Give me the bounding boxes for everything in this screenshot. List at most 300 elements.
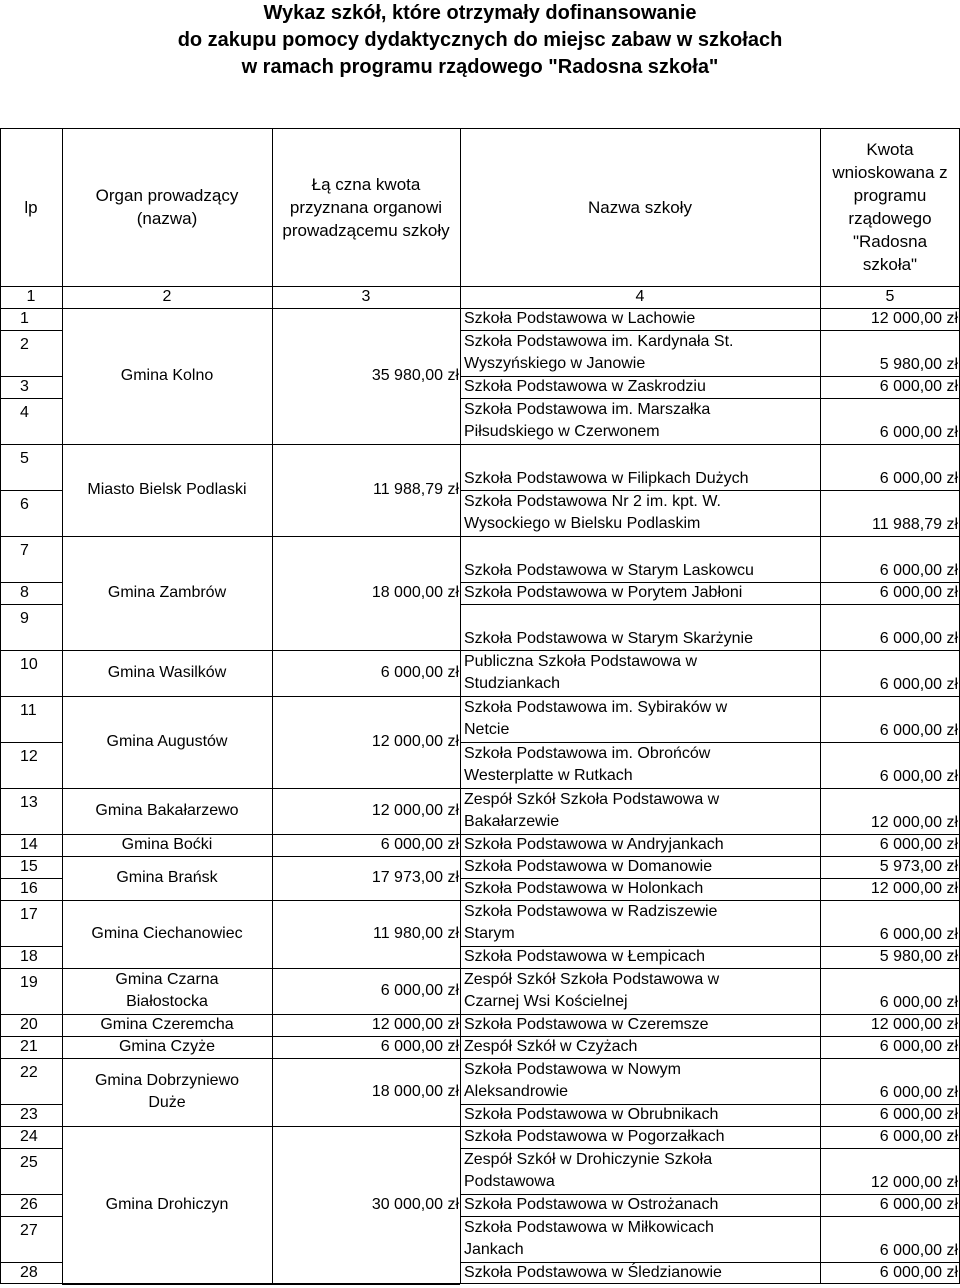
requested-amount: [820, 490, 960, 536]
school-name-text: Wysockiego w Bielsku Podlaskim: [464, 515, 701, 532]
row-lp: [0, 1036, 62, 1058]
grid-line: [62, 1126, 460, 1127]
school-name: [460, 856, 820, 878]
row-lp-text: 24: [20, 1128, 38, 1145]
organ-name: [62, 900, 272, 968]
grid-line: [460, 376, 960, 377]
school-name: [460, 900, 820, 946]
requested-amount: [820, 968, 960, 1014]
grid-line: [460, 128, 461, 1284]
school-name: [460, 742, 820, 788]
grid-line: [460, 650, 960, 651]
requested-amount: [820, 444, 960, 490]
row-lp-text: 16: [20, 880, 38, 897]
header-total-amount: [272, 128, 460, 286]
school-name: [460, 878, 820, 900]
school-name-text: Szkoła Podstawowa w Śledzianowie: [464, 1264, 722, 1281]
requested-amount: [820, 878, 960, 900]
organ-total-amount-text: 12 000,00 zł: [371, 1016, 459, 1033]
organ-name: [62, 968, 272, 1014]
school-name-text: Czarnej Wsi Kościelnej: [464, 993, 628, 1010]
grid-line: [460, 856, 960, 857]
row-lp-text: 4: [20, 404, 29, 421]
grid-line: [0, 1058, 62, 1059]
organ-name-text: Białostocka: [126, 993, 208, 1010]
requested-amount-text: 6 000,00 zł: [879, 1196, 958, 1213]
organ-name-text: Gmina Drohiczyn: [105, 1196, 229, 1213]
grid-line: [62, 968, 460, 969]
requested-amount-text: 6 000,00 zł: [879, 768, 958, 785]
grid-line: [62, 788, 460, 789]
school-name: [460, 604, 820, 650]
grid-line: [460, 604, 960, 605]
organ-total-amount: [272, 900, 460, 968]
row-lp: [0, 788, 62, 834]
school-name-text: Szkoła Podstawowa w Holonkach: [464, 880, 704, 897]
requested-amount: [820, 330, 960, 376]
requested-amount: [820, 1148, 960, 1194]
row-lp: [0, 582, 62, 604]
requested-amount-text: 12 000,00 zł: [870, 1016, 958, 1033]
organ-name-text: Gmina Czeremcha: [100, 1016, 234, 1033]
row-lp: [0, 878, 62, 900]
column-number: [460, 286, 820, 308]
row-lp-text: 27: [20, 1222, 38, 1239]
row-lp-text: 19: [20, 974, 38, 991]
grid-line: [460, 1014, 960, 1015]
row-lp: [0, 650, 62, 696]
row-lp-text: 12: [20, 748, 38, 765]
row-lp: [0, 444, 62, 490]
school-name-text: Szkoła Podstawowa im. Sybiraków w: [464, 699, 728, 716]
row-lp-text: 10: [20, 656, 38, 673]
grid-line: [0, 696, 62, 697]
organ-total-amount: [272, 856, 460, 900]
organ-total-amount: [272, 308, 460, 444]
school-name-text: Szkoła Podstawowa w Obrubnikach: [464, 1106, 719, 1123]
grid-line: [62, 308, 460, 309]
organ-name-text: Gmina Brańsk: [116, 869, 218, 886]
school-name: [460, 490, 820, 536]
grid-line: [62, 856, 460, 857]
school-name-text: Szkoła Podstawowa im. Obrońców: [464, 745, 711, 762]
organ-name: [62, 1036, 272, 1058]
row-lp: [0, 1014, 62, 1036]
grid-line: [0, 878, 62, 879]
school-name-text: Bakałarzewie: [464, 813, 560, 830]
row-lp: [0, 742, 62, 788]
grid-line: [460, 696, 960, 697]
organ-total-amount: [272, 696, 460, 788]
organ-total-amount-text: 35 980,00 zł: [371, 367, 459, 384]
header-requested-amount: [820, 128, 960, 286]
column-number-text: 2: [162, 288, 172, 305]
grid-line: [0, 376, 62, 377]
grid-line: [0, 856, 62, 857]
requested-amount: [820, 856, 960, 878]
requested-amount: [820, 1036, 960, 1058]
grid-line: [0, 1036, 62, 1037]
requested-amount: [820, 1058, 960, 1104]
organ-name-text: Miasto Bielsk Podlaski: [87, 481, 247, 498]
organ-name-text: Gmina Dobrzyniewo: [94, 1072, 240, 1089]
school-name: [460, 1216, 820, 1262]
grid-line: [0, 1148, 62, 1149]
title-line-2: do zakupu pomocy dydaktycznych do miejsc zabaw w szkołach: [177, 29, 783, 51]
requested-amount-text: 12 000,00 zł: [870, 814, 958, 831]
row-lp: [0, 946, 62, 968]
row-lp-text: 11: [20, 702, 37, 719]
grid-line: [0, 1126, 62, 1127]
requested-amount-text: 6 000,00 zł: [879, 1084, 958, 1101]
organ-name: [62, 834, 272, 856]
requested-amount: [820, 536, 960, 582]
grid-line: [0, 398, 62, 399]
grid-line: [62, 1014, 460, 1015]
school-name: [460, 1036, 820, 1058]
requested-amount: [820, 650, 960, 696]
school-name: [460, 1148, 820, 1194]
grid-line: [0, 1194, 62, 1195]
grid-line: [0, 128, 1, 1284]
grid-line: [0, 788, 62, 789]
requested-amount: [820, 1262, 960, 1284]
school-name: [460, 1104, 820, 1126]
organ-total-amount-text: 12 000,00 zł: [371, 802, 459, 819]
requested-amount-text: 6 000,00 zł: [879, 722, 958, 739]
requested-amount: [820, 900, 960, 946]
column-number-text: 4: [635, 288, 645, 305]
requested-amount-text: 5 980,00 zł: [879, 356, 958, 373]
grid-line: [460, 788, 960, 789]
header-school-name: [460, 128, 820, 286]
organ-name-text: Gmina Ciechanowiec: [91, 925, 243, 942]
row-lp-text: 21: [20, 1038, 38, 1055]
school-name-text: Westerplatte w Rutkach: [464, 767, 633, 784]
column-number: [0, 286, 62, 308]
header-requested-amount-text: Kwota: [866, 140, 914, 159]
requested-amount-text: 6 000,00 zł: [879, 1264, 958, 1281]
organ-name-text: Gmina Boćki: [121, 836, 213, 853]
requested-amount-text: 6 000,00 zł: [879, 584, 958, 601]
row-lp-text: 15: [20, 858, 38, 875]
header-organ-text: Organ prowadzący: [95, 186, 239, 205]
grid-line: [460, 900, 960, 901]
header-total-amount-text: Łą czna kwota: [311, 174, 421, 194]
school-name-text: Zespół Szkół w Drohiczynie Szkoła: [464, 1151, 713, 1168]
grid-line: [460, 878, 960, 879]
row-lp: [0, 900, 62, 946]
grid-line: [62, 834, 460, 835]
row-lp-text: 23: [20, 1106, 38, 1123]
row-lp-text: 20: [20, 1016, 38, 1033]
organ-total-amount-text: 6 000,00 zł: [380, 982, 459, 999]
school-name-text: Szkoła Podstawowa w Czeremsze: [464, 1016, 709, 1033]
school-name-text: Szkoła Podstawowa w Zaskrodziu: [464, 378, 706, 395]
requested-amount: [820, 376, 960, 398]
header-organ: [62, 128, 272, 286]
grid-line: [0, 1216, 62, 1217]
school-name-text: Szkoła Podstawowa w Łempicach: [464, 948, 706, 965]
grid-line: [62, 650, 460, 651]
grid-line: [0, 1283, 960, 1284]
grid-line: [0, 742, 62, 743]
organ-total-amount-text: 12 000,00 zł: [371, 733, 459, 750]
column-number-text: 1: [26, 288, 36, 305]
grid-line: [0, 128, 960, 129]
organ-name: [62, 788, 272, 834]
row-lp: [0, 856, 62, 878]
requested-amount: [820, 1194, 960, 1216]
school-name: [460, 1194, 820, 1216]
organ-total-amount-text: 6 000,00 zł: [380, 836, 459, 853]
school-name-text: Studziankach: [464, 675, 561, 692]
grid-line: [272, 128, 273, 1284]
organ-total-amount-text: 18 000,00 zł: [371, 1083, 459, 1100]
requested-amount-text: 6 000,00 zł: [879, 1242, 958, 1259]
row-lp: [0, 968, 62, 1014]
school-name-text: Szkoła Podstawowa w Lachowie: [464, 310, 696, 327]
column-number: [62, 286, 272, 308]
school-name-text: Piłsudskiego w Czerwonem: [464, 423, 660, 440]
grid-line: [460, 1058, 960, 1059]
organ-name-text: Gmina Zambrów: [107, 584, 227, 601]
row-lp: [0, 1126, 62, 1148]
requested-amount: [820, 1104, 960, 1126]
grid-line: [460, 398, 960, 399]
row-lp: [0, 1194, 62, 1216]
column-number-text: 3: [361, 288, 371, 305]
school-name-text: Szkoła Podstawowa Nr 2 im. kpt. W.: [464, 493, 721, 510]
grid-line: [460, 834, 960, 835]
school-name-text: Jankach: [464, 1241, 524, 1258]
organ-total-amount: [272, 536, 460, 650]
requested-amount-text: 6 000,00 zł: [879, 1128, 958, 1145]
grid-line: [0, 1262, 62, 1263]
grid-line: [0, 946, 62, 947]
row-lp: [0, 490, 62, 536]
row-lp-text: 28: [20, 1264, 38, 1281]
organ-name: [62, 856, 272, 900]
school-name-text: Wyszyńskiego w Janowie: [464, 355, 646, 372]
requested-amount-text: 11 988,79 zł: [872, 516, 958, 533]
school-name-text: Starym: [464, 925, 515, 942]
school-name: [460, 696, 820, 742]
school-name: [460, 330, 820, 376]
grid-line: [0, 582, 62, 583]
organ-name-text: Gmina Bakałarzewo: [95, 802, 239, 819]
organ-total-amount: [272, 834, 460, 856]
header-requested-amount-text: "Radosna: [852, 232, 928, 251]
row-lp: [0, 308, 62, 330]
school-name-text: Szkoła Podstawowa w Porytem Jabłoni: [464, 584, 743, 601]
organ-total-amount: [272, 1036, 460, 1058]
school-name-text: Szkoła Podstawowa w Nowym: [464, 1061, 681, 1078]
header-school-name-text: Nazwa szkoły: [588, 197, 692, 217]
requested-amount: [820, 308, 960, 330]
school-name-text: Szkoła Podstawowa w Miłkowicach: [464, 1219, 714, 1236]
organ-total-amount: [272, 1126, 460, 1284]
row-lp: [0, 1148, 62, 1194]
row-lp: [0, 696, 62, 742]
grid-line: [62, 128, 63, 1284]
grid-line: [460, 582, 960, 583]
organ-name: [62, 536, 272, 650]
header-requested-amount-text: programu: [853, 186, 927, 205]
school-name: [460, 398, 820, 444]
grid-line: [0, 604, 62, 605]
grid-line: [62, 900, 460, 901]
requested-amount: [820, 946, 960, 968]
grid-line: [0, 286, 960, 287]
row-lp-text: 17: [20, 906, 38, 923]
requested-amount: [820, 834, 960, 856]
school-name-text: Zespół Szkół Szkoła Podstawowa w: [464, 791, 720, 808]
requested-amount-text: 6 000,00 zł: [879, 1038, 958, 1055]
grid-line: [0, 490, 62, 491]
school-name: [460, 582, 820, 604]
organ-name: [62, 444, 272, 536]
grid-line: [0, 536, 62, 537]
grid-line: [460, 1036, 960, 1037]
row-lp-text: 2: [20, 336, 29, 353]
grid-line: [62, 1058, 460, 1059]
row-lp: [0, 376, 62, 398]
organ-total-amount-text: 17 973,00 zł: [371, 869, 459, 886]
row-lp-text: 14: [20, 836, 38, 853]
school-name-text: Szkoła Podstawowa w Filipkach Dużych: [464, 470, 749, 487]
row-lp-text: 22: [20, 1064, 38, 1081]
organ-name-text: Gmina Czarna: [115, 971, 219, 988]
grid-line: [460, 1262, 960, 1263]
school-name: [460, 968, 820, 1014]
row-lp: [0, 1058, 62, 1104]
organ-name-text: Duże: [148, 1094, 186, 1111]
school-name: [460, 1058, 820, 1104]
document-title: [0, 0, 960, 81]
row-lp: [0, 1262, 62, 1284]
header-lp-text: lp: [24, 197, 38, 217]
grid-line: [62, 696, 460, 697]
requested-amount-text: 6 000,00 zł: [879, 994, 958, 1011]
grid-line: [62, 1284, 460, 1285]
row-lp-text: 13: [20, 794, 38, 811]
organ-total-amount: [272, 968, 460, 1014]
requested-amount: [820, 582, 960, 604]
grid-line: [0, 1014, 62, 1015]
school-name: [460, 788, 820, 834]
school-name-text: Zespół Szkół Szkoła Podstawowa w: [464, 971, 720, 988]
school-name-text: Szkoła Podstawowa im. Marszałka: [464, 401, 711, 418]
requested-amount-text: 6 000,00 zł: [879, 424, 958, 441]
grid-line: [460, 1194, 960, 1195]
requested-amount-text: 6 000,00 zł: [879, 562, 958, 579]
school-name-text: Zespół Szkół w Czyżach: [464, 1038, 638, 1055]
row-lp: [0, 1216, 62, 1262]
school-name: [460, 946, 820, 968]
row-lp-text: 25: [20, 1154, 38, 1171]
row-lp-text: 5: [20, 450, 29, 467]
row-lp: [0, 834, 62, 856]
organ-name: [62, 1014, 272, 1036]
grid-line: [460, 968, 960, 969]
row-lp-text: 1: [20, 310, 29, 327]
column-number: [820, 286, 960, 308]
requested-amount-text: 6 000,00 zł: [879, 470, 958, 487]
school-name: [460, 1014, 820, 1036]
organ-total-amount-text: 11 988,79 zł: [373, 481, 459, 498]
header-total-amount-text: prowadzącemu szkoły: [282, 220, 450, 240]
requested-amount-text: 5 980,00 zł: [879, 948, 958, 965]
column-number: [272, 286, 460, 308]
row-lp: [0, 604, 62, 650]
grid-line: [0, 968, 62, 969]
grid-line: [460, 536, 960, 537]
requested-amount-text: 12 000,00 zł: [870, 880, 958, 897]
grid-line: [62, 536, 460, 537]
requested-amount: [820, 604, 960, 650]
organ-name-text: Gmina Kolno: [120, 367, 214, 384]
requested-amount-text: 12 000,00 zł: [870, 1174, 958, 1191]
requested-amount-text: 6 000,00 zł: [879, 378, 958, 395]
organ-name-text: Gmina Czyże: [118, 1038, 216, 1055]
school-name-text: Szkoła Podstawowa w Starym Skarżynie: [464, 630, 753, 647]
requested-amount: [820, 1126, 960, 1148]
requested-amount-text: 6 000,00 zł: [879, 926, 958, 943]
grid-line: [0, 444, 62, 445]
organ-total-amount-text: 11 980,00 zł: [373, 925, 459, 942]
grid-line: [0, 1104, 62, 1105]
school-name-text: Szkoła Podstawowa w Starym Laskowcu: [464, 562, 754, 579]
row-lp-text: 8: [20, 584, 29, 601]
school-name: [460, 1262, 820, 1284]
row-lp: [0, 330, 62, 376]
organ-total-amount: [272, 1058, 460, 1126]
school-name-text: Szkoła Podstawowa w Andryjankach: [464, 836, 724, 853]
organ-total-amount: [272, 1014, 460, 1036]
header-lp: [0, 128, 62, 286]
requested-amount: [820, 1014, 960, 1036]
requested-amount-text: 6 000,00 zł: [879, 676, 958, 693]
grid-line: [460, 1104, 960, 1105]
header-organ-text: (nazwa): [136, 209, 198, 228]
requested-amount: [820, 1216, 960, 1262]
grid-line: [460, 946, 960, 947]
title-line-3: w ramach programu rządowego "Radosna szkoła": [241, 56, 719, 78]
header-total-amount-text: przyznana organowi: [289, 197, 443, 217]
organ-total-amount: [272, 788, 460, 834]
row-lp-text: 18: [20, 948, 38, 965]
grid-line: [460, 1126, 960, 1127]
title-line-1: Wykaz szkół, które otrzymały dofinansowanie: [263, 2, 697, 24]
grid-line: [460, 444, 960, 445]
grid-line: [820, 128, 821, 1284]
organ-total-amount-text: 6 000,00 zł: [380, 1038, 459, 1055]
school-name: [460, 834, 820, 856]
grid-line: [0, 650, 62, 651]
grid-line: [460, 1148, 960, 1149]
organ-total-amount: [272, 650, 460, 696]
school-name-text: Podstawowa: [464, 1173, 555, 1190]
row-lp-text: 3: [20, 378, 29, 395]
school-name-text: Publiczna Szkoła Podstawowa w: [464, 653, 698, 670]
school-name-text: Szkoła Podstawowa w Domanowie: [464, 858, 713, 875]
school-name-text: Szkoła Podstawowa w Ostrożanach: [464, 1196, 719, 1213]
requested-amount-text: 6 000,00 zł: [879, 1106, 958, 1123]
grid-line: [0, 834, 62, 835]
header-requested-amount-text: wnioskowana z: [832, 163, 948, 182]
organ-total-amount-text: 30 000,00 zł: [371, 1196, 459, 1213]
